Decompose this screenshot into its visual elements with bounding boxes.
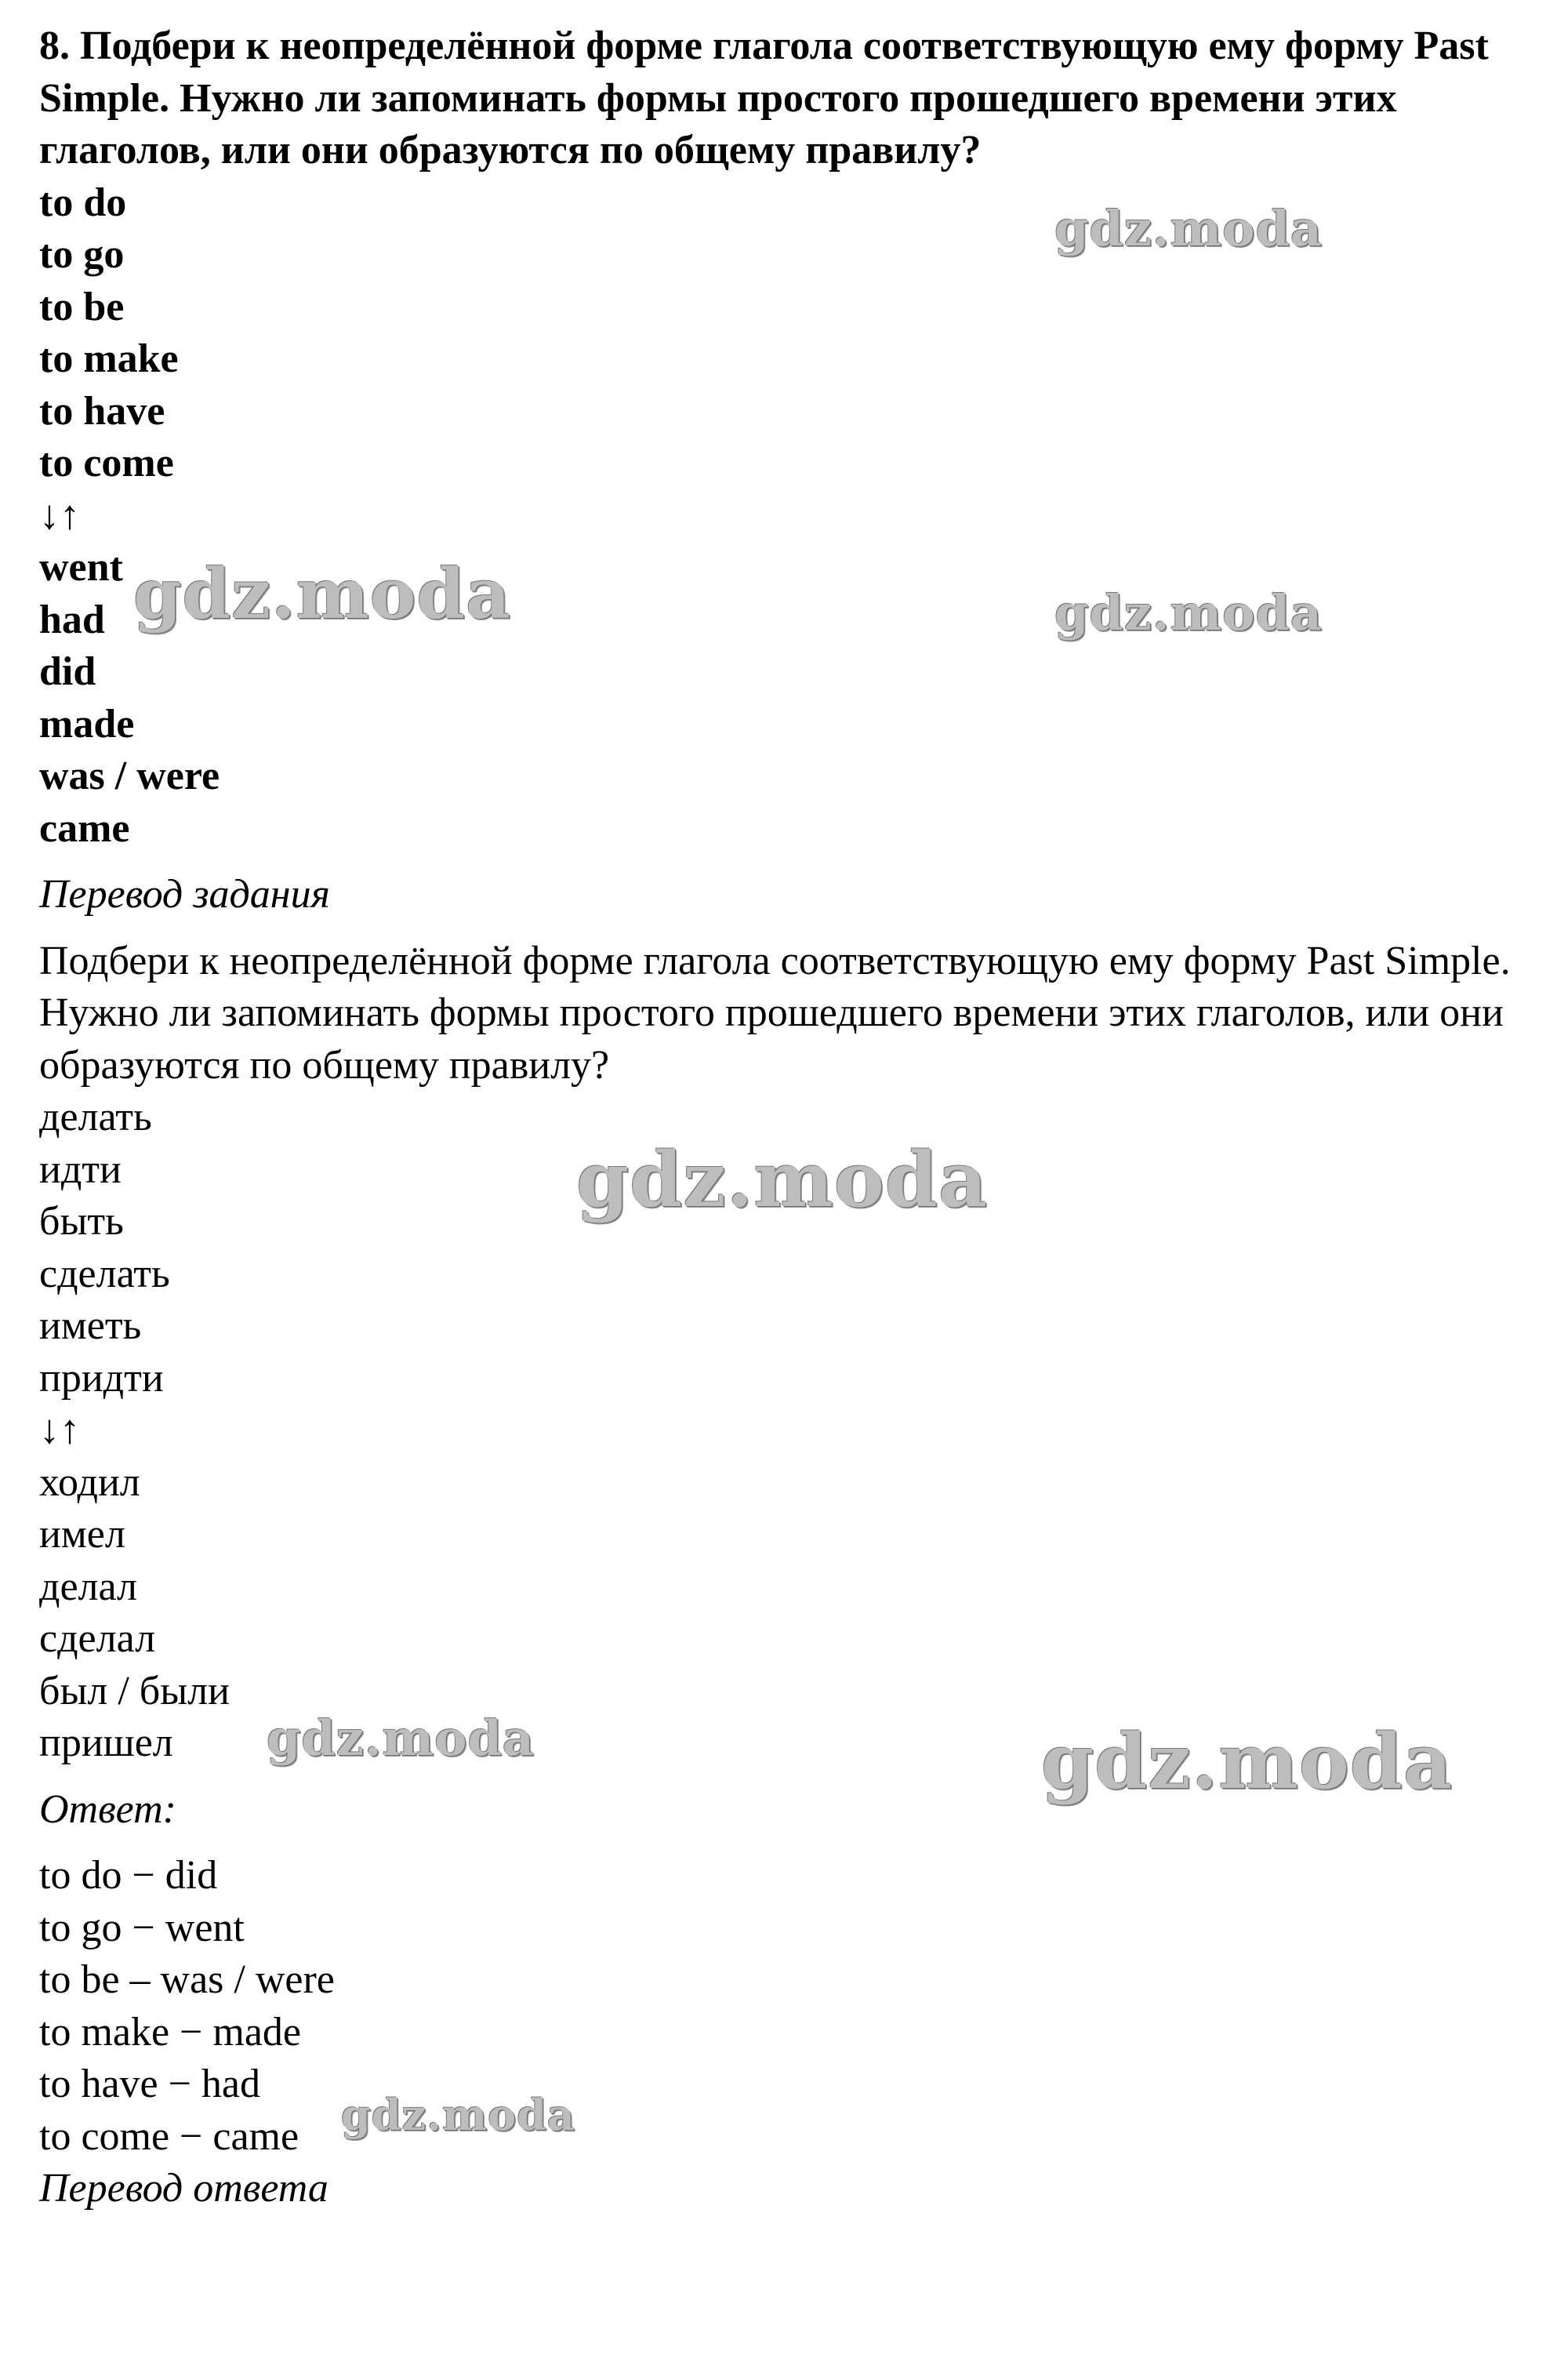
list-item: был / были [39, 1668, 230, 1713]
translation-heading: Перевод задания [39, 872, 330, 917]
arrows-icon: ↓↑ [39, 1408, 80, 1452]
task-title: 8. Подбери к неопределённой форме глагола соответствующую ему форму Past Simple. Нужно ли запоминать формы простого прошедшего времени этих глаголов, или они образуются по общему правилу? [39, 24, 1489, 173]
document-page [39, 20, 1537, 2215]
list-item: to make [39, 336, 179, 381]
list-item: did [39, 649, 96, 694]
list-item: ходил [39, 1459, 140, 1505]
watermark-logo: gdz.moda [267, 1710, 535, 1767]
list-item: имел [39, 1512, 125, 1557]
list-item: to be – was / were [39, 1957, 335, 2002]
list-item: придти [39, 1355, 164, 1401]
list-item: to come − came [39, 2113, 299, 2159]
list-item: быть [39, 1199, 124, 1244]
list-item: went [39, 545, 123, 590]
list-item: иметь [39, 1303, 142, 1348]
list-item: had [39, 597, 105, 642]
list-item: to go − went [39, 1905, 245, 1950]
list-item: made [39, 701, 135, 747]
watermark-logo: gdz.moda [1054, 200, 1323, 257]
list-item: to do − did [39, 1853, 218, 1898]
list-item: to go [39, 232, 125, 277]
translation-text: Подбери к неопределённой форме глагола соответствующую ему форму Past Simple. Нужно ли запоминать формы простого прошедшего времени этих глаголов, или они образуются по общему правилу? [39, 938, 1511, 1088]
list-item: came [39, 805, 130, 851]
answer-list [39, 1850, 1537, 2163]
answer-heading: Ответ: [39, 1786, 176, 1832]
list-item: to have − had [39, 2062, 261, 2106]
list-item: сделать [39, 1251, 170, 1296]
watermark-logo: gdz.moda [341, 2090, 575, 2140]
answer-translation-heading: Перевод ответа [39, 2166, 328, 2211]
watermark-logo: gdz.moda [576, 1135, 989, 1224]
watermark-logo: gdz.moda [1054, 584, 1323, 641]
list-item: делать [39, 1095, 152, 1139]
list-item: to have [39, 388, 165, 434]
list-item: делал [39, 1564, 137, 1609]
list-item: to make − made [39, 2009, 301, 2055]
list-item: сделал [39, 1616, 156, 1661]
watermark-logo: gdz.moda [1041, 1717, 1454, 1806]
list-item: пришел [39, 1720, 173, 1765]
list-item: to be [39, 284, 125, 329]
list-item: идти [39, 1146, 122, 1192]
list-item: to come [39, 441, 174, 485]
watermark-logo: gdz.moda [133, 553, 512, 634]
arrows-icon: ↓↑ [39, 492, 80, 538]
list-item: to do [39, 180, 127, 225]
list-item: was / were [39, 754, 220, 798]
